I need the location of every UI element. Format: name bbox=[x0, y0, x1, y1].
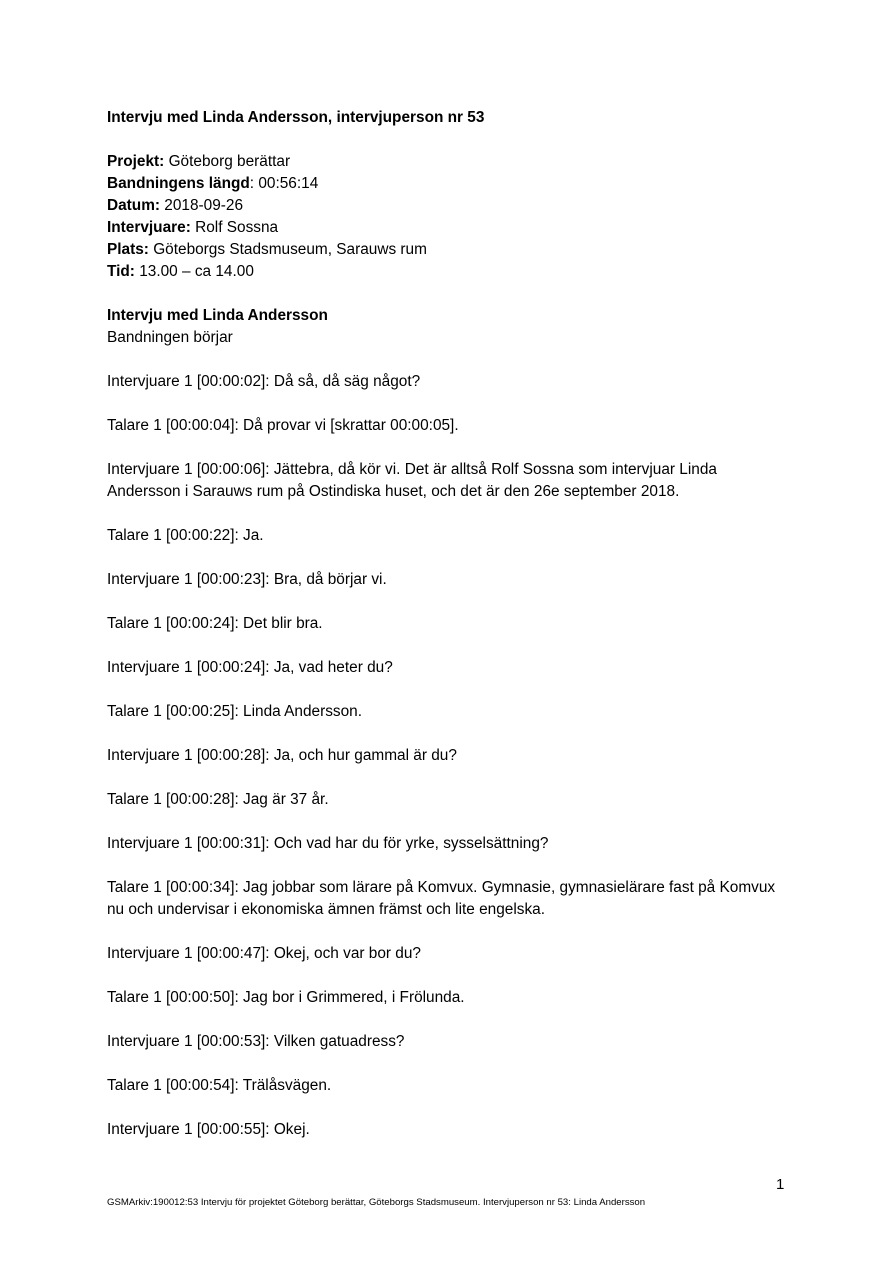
transcript-line: Talare 1 [00:00:04]: Då provar vi [skrattar 00:00:05]. bbox=[107, 417, 459, 434]
transcript-line: Talare 1 [00:00:24]: Det blir bra. bbox=[107, 615, 323, 632]
transcript-line: Intervjuare 1 [00:00:06]: Jättebra, då kör vi. Det är alltså Rolf Sossna som intervjuar Linda Andersson i Sarauws rum på Ostindiska huset, och det är den 26e september 2018. bbox=[107, 461, 717, 500]
transcript-line: Talare 1 [00:00:34]: Jag jobbar som lärare på Komvux. Gymnasie, gymnasielärare fast på Komvux nu och undervisar i ekonomiska ämnen främst och lite engelska. bbox=[107, 879, 776, 918]
transcript bbox=[107, 371, 777, 1141]
page-footer: GSMArkiv:190012:53 Intervju för projektet Göteborg berättar, Göteborgs Stadsmuseum. Intervjuperson nr 53: Linda Andersson bbox=[107, 1197, 646, 1208]
meta-value: Göteborg berättar bbox=[164, 153, 291, 170]
meta-key: Intervjuare: bbox=[107, 219, 191, 236]
transcript-line: Intervjuare 1 [00:00:24]: Ja, vad heter du? bbox=[107, 659, 393, 676]
section-intro bbox=[107, 305, 777, 349]
meta-row-recording-length bbox=[107, 173, 777, 195]
meta-key: Bandningens längd bbox=[107, 175, 250, 192]
meta-key: Projekt: bbox=[107, 153, 165, 170]
meta-key: Plats: bbox=[107, 241, 149, 258]
meta-key: Tid: bbox=[107, 263, 135, 280]
meta-value: Göteborgs Stadsmuseum, Sarauws rum bbox=[148, 241, 427, 258]
meta-row-interviewer bbox=[107, 217, 777, 239]
meta-value: : 00:56:14 bbox=[249, 175, 319, 192]
page-number: 1 bbox=[776, 1176, 785, 1193]
meta-value: 13.00 – ca 14.00 bbox=[134, 263, 254, 280]
transcript-line: Intervjuare 1 [00:00:55]: Okej. bbox=[107, 1121, 310, 1138]
transcript-line: Intervjuare 1 [00:00:02]: Då så, då säg något? bbox=[107, 373, 421, 390]
section-heading: Intervju med Linda Andersson bbox=[107, 307, 328, 324]
metadata-block bbox=[107, 151, 777, 283]
meta-row-time bbox=[107, 261, 777, 283]
transcript-line: Talare 1 [00:00:28]: Jag är 37 år. bbox=[107, 791, 329, 808]
meta-row-project bbox=[107, 151, 777, 173]
transcript-line: Intervjuare 1 [00:00:23]: Bra, då börjar vi. bbox=[107, 571, 387, 588]
transcript-line: Intervjuare 1 [00:00:47]: Okej, och var bor du? bbox=[107, 945, 421, 962]
transcript-line: Talare 1 [00:00:50]: Jag bor i Grimmered, i Frölunda. bbox=[107, 989, 465, 1006]
document-body bbox=[107, 107, 777, 1163]
meta-row-date bbox=[107, 195, 777, 217]
meta-key: Datum: bbox=[107, 197, 161, 214]
meta-value: 2018-09-26 bbox=[160, 197, 244, 214]
meta-value: Rolf Sossna bbox=[190, 219, 279, 236]
transcript-line: Intervjuare 1 [00:00:53]: Vilken gatuadress? bbox=[107, 1033, 405, 1050]
document-title: Intervju med Linda Andersson, intervjuperson nr 53 bbox=[107, 109, 485, 126]
transcript-line: Talare 1 [00:00:54]: Trälåsvägen. bbox=[107, 1077, 332, 1094]
meta-row-place bbox=[107, 239, 777, 261]
transcript-line: Intervjuare 1 [00:00:28]: Ja, och hur gammal är du? bbox=[107, 747, 457, 764]
transcript-line: Talare 1 [00:00:25]: Linda Andersson. bbox=[107, 703, 362, 720]
section-subheading: Bandningen börjar bbox=[107, 329, 233, 346]
transcript-line: Intervjuare 1 [00:00:31]: Och vad har du för yrke, sysselsättning? bbox=[107, 835, 549, 852]
transcript-line: Talare 1 [00:00:22]: Ja. bbox=[107, 527, 264, 544]
